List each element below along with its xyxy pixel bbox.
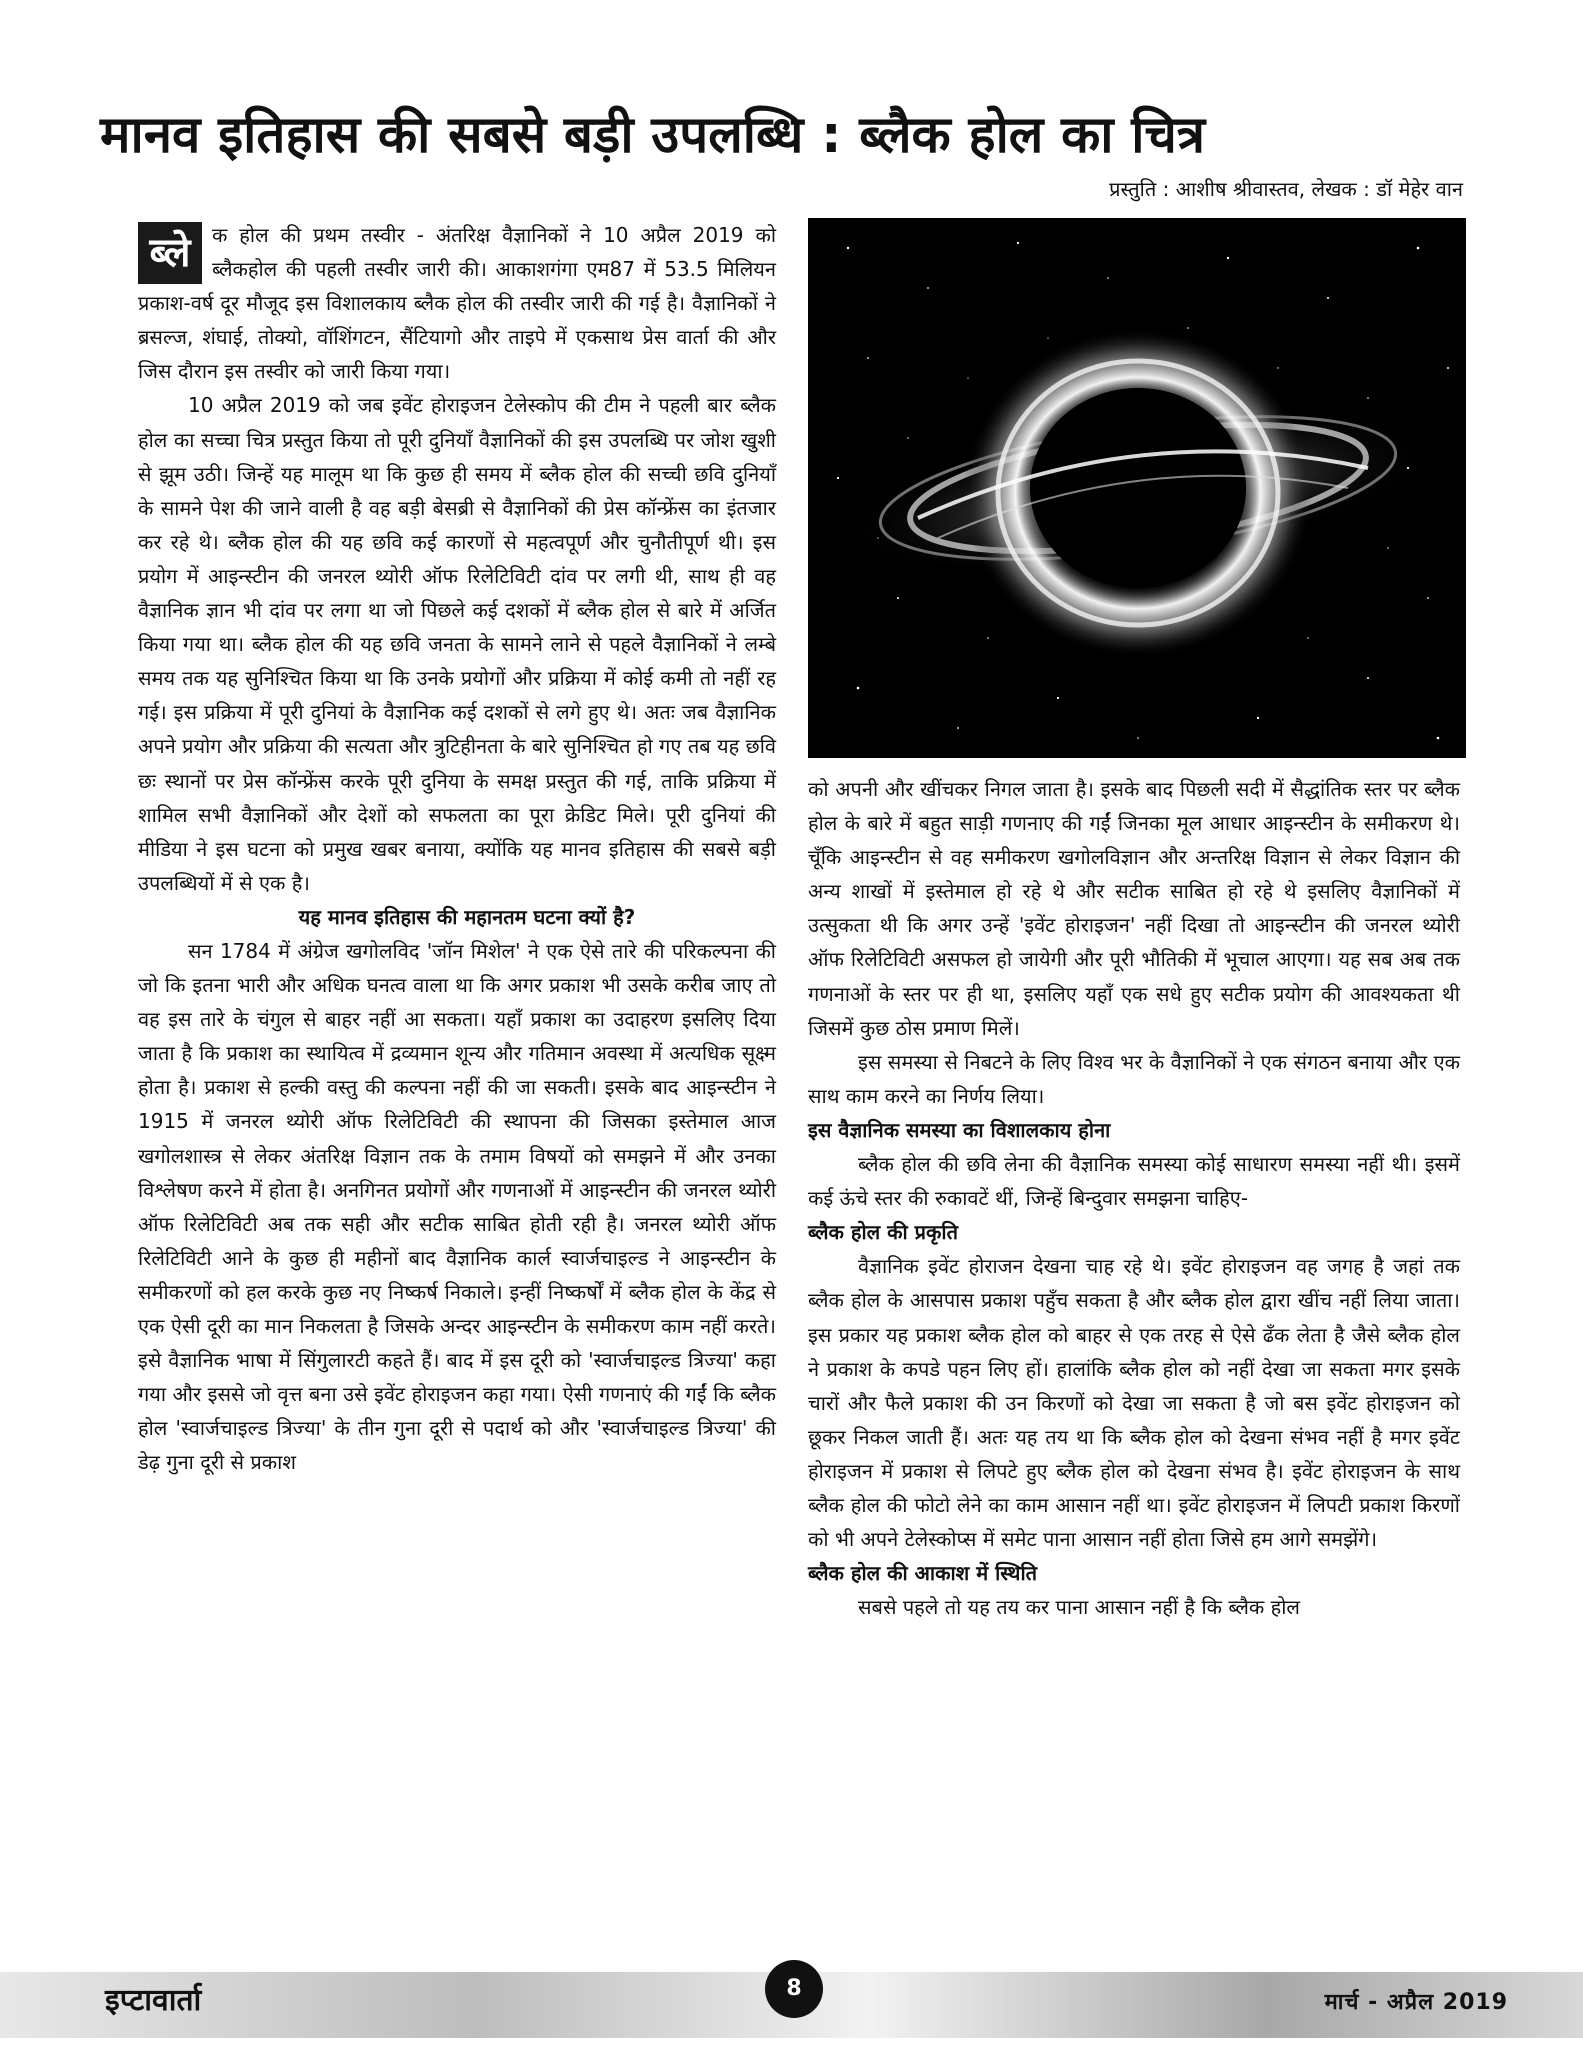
section-heading-position: ब्लैक होल की आकाश में स्थिति	[808, 1561, 1038, 1586]
paragraph-position: सबसे पहले तो यह तय कर पाना आसान नहीं है कि ब्लैक होल	[858, 1595, 1300, 1620]
paragraph-problem: ब्लैक होल की छवि लेना की वैज्ञानिक समस्या कोई साधारण समस्या नहीं थी। इसमें कई ऊंचे स्तर की रुकावटें थीं, जिन्हें बिन्दुवार समझना चाहिए-	[808, 1152, 1460, 1211]
section-heading-nature: ब्लैक होल की प्रकृति	[808, 1220, 958, 1245]
intro-paragraph	[138, 218, 776, 388]
paragraph-continuation: को अपनी और खींचकर निगल जाता है। इसके बाद पिछली सदी में सैद्धांतिक स्तर पर ब्लैक होल के बारे में बहुत साड़ी गणनाए की गईं जिनका मूल आधार आइन्स्टीन के समीकरण थे। चूँकि आइन्स्टीन से वह समीकरण खगोलविज्ञान और अन्तरिक्ष विज्ञान से लेकर विज्ञान की अन्य शाखों में इस्तेमाल हो रहे थे और सटीक साबित हो रहे थे इसलिए वैज्ञानिकों में उत्सुकता थी कि अगर उन्हें 'इवेंट होराइजन' नहीं दिखा तो आइन्स्टीन की जनरल थ्योरी ऑफ रिलेटिविटी असफल हो जायेगी और पूरी भौतिकी में भूचाल आएगा। यह सब अब तक गणनाओं के स्तर पर ही था, इसलिए यहाँ एक सधे हुए सटीक प्रयोग की आवश्यकता थी जिसमें कुछ ठोस प्रमाण मिलें।	[808, 777, 1460, 1040]
paragraph-press-conference: 10 अप्रैल 2019 को जब इवेंट होराइजन टेलेस्कोप की टीम ने पहली बार ब्लैक होल का सच्चा चित्र प्रस्तुत किया तो पूरी दुनियाँ वैज्ञानिकों की इस उपलब्धि पर जोश खुशी से झूम उठी। जिन्हें यह मालूम था कि कुछ ही समय में ब्लैक होल की सच्ची छवि दुनियाँ के सामने पेश की जाने वाली है वह बड़ी बेसब्री से वैज्ञानिकों की प्रेस कॉन्फ्रेंस का इंतजार कर रहे थे। ब्लैक होल की यह छवि कई कारणों से महत्वपूर्ण और चुनौतीपूर्ण थी। इस प्रयोग में आइन्स्टीन की जनरल थ्योरी ऑफ रिलेटिविटी दांव पर लगी थी, साथ ही वह वैज्ञानिक ज्ञान भी दांव पर लगा था जो पिछले कई दशकों में ब्लैक होल से बारे में अर्जित किया गया था। ब्लैक होल की यह छवि जनता के सामने लाने से पहले वैज्ञानिकों ने लम्बे समय तक यह सुनिश्चित किया था कि उनके प्रयोगों और प्रक्रिया में कोई कमी तो नहीं रह गई। इस प्रक्रिया में पूरी दुनियां के वैज्ञानिक कई दशकों से लगे हुए थे। अतः जब वैज्ञानिक अपने प्रयोग और प्रक्रिया की सत्यता और त्रुटिहीनता के बारे सुनिश्चित हो गए तब यह छवि छः स्थानों पर प्रेस कॉन्फ्रेंस करके पूरी दुनिया के समक्ष प्रस्तुत की गई, ताकि प्रक्रिया में शामिल सभी वैज्ञानिकों और देशों को सफलता का पूरा क्रेडिट मिले। पूरी दुनियां की मीडिया ने इस घटना को प्रमुख खबर बनाया, क्योंकि यह मानव इतिहास की सबसे बड़ी उपलब्धियों में से एक है।	[138, 393, 776, 895]
black-hole-image	[808, 218, 1466, 758]
page-footer	[0, 1960, 1583, 2048]
black-hole-illustration	[808, 218, 1466, 758]
article-byline: प्रस्तुति : आशीष श्रीवास्तव, लेखक : डॉ मेहेर वान	[1109, 177, 1463, 201]
paragraph-history: सन 1784 में अंग्रेज खगोलविद 'जॉन मिशेल' ने एक ऐसे तारे की परिकल्पना की जो कि इतना भारी और अधिक घनत्व वाला था कि अगर प्रकाश भी उसके करीब जाए तो वह इस तारे के चंगुल से बाहर नहीं आ सकता। यहाँ प्रकाश का उदाहरण इसलिए दिया जाता है कि प्रकाश का स्थायित्व में द्रव्यमान शून्य और गतिमान अवस्था में अत्यधिक सूक्ष्म होता है। प्रकाश से हल्की वस्तु की कल्पना नहीं की जा सकती। इसके बाद आइन्स्टीन ने 1915 में जनरल थ्योरी ऑफ रिलेटिविटी की स्थापना की जिसका इस्तेमाल आज खगोलशास्त्र से लेकर अंतरिक्ष विज्ञान तक के तमाम विषयों को समझने में और उनका विश्लेषण करने में होता है। अनगिनत प्रयोगों और गणनाओं में आइन्स्टीन की जनरल थ्योरी ऑफ रिलेटिविटी अब तक सही और सटीक साबित होती रही है। जनरल थ्योरी ऑफ रिलेटिविटी आने के कुछ ही महीनों बाद वैज्ञानिक कार्ल स्वार्जचाइल्ड ने आइन्स्टीन के समीकरणों को हल करके कुछ नए निष्कर्ष निकाले। इन्हीं निष्कर्षों में ब्लैक होल के केंद्र से एक ऐसी दूरी का मान निकलता है जिसके अन्दर आइन्स्टीन के समीकरण काम नहीं करते। इसे वैज्ञानिक भाषा में सिंगुलारटी कहते हैं। बाद में इस दूरी को 'स्वार्जचाइल्ड त्रिज्या' कहा गया और इससे जो वृत्त बना उसे इवेंट होराइजन कहा गया। ऐसी गणनाएं की गईं कि ब्लैक होल 'स्वार्जचाइल्ड त्रिज्या' के तीन गुना दूरी से पदार्थ को और 'स्वार्जचाइल्ड त्रिज्या' की डेढ़ गुना दूरी से प्रकाश	[138, 938, 776, 1475]
right-column	[808, 772, 1460, 1624]
issue-date: मार्च - अप्रैल 2019	[1324, 1990, 1508, 2015]
paragraph-nature: वैज्ञानिक इवेंट होराजन देखना चाह रहे थे। इवेंट होराइजन वह जगह है जहां तक ब्लैक होल के आसपास प्रकाश पहुँच सकता है और ब्लैक होल द्वारा खींच नहीं लिया जाता। इस प्रकार यह प्रकाश ब्लैक होल को बाहर से एक तरह से ऐसे ढँक लेता है जैसे ब्लैक होल ने प्रकाश के कपडे पहन लिए हों। हालांकि ब्लैक होल को नहीं देखा जा सकता मगर इसके चारों और फैले प्रकाश की उन किरणों को देखा जा सकता है जो बस इवेंट होराइजन को छूकर निकल जाती हैं। अतः यह तय था कि ब्लैक होल को देखना संभव नहीं है मगर इवेंट होराइजन में प्रकाश से लिपटे हुए ब्लैक होल को देखना संभव है। इवेंट होराइजन के साथ ब्लैक होल की फोटो लेने का काम आसान नहीं था। इवेंट होराइजन में लिपटी प्रकाश किरणों को भी अपने टेलेस्कोप्स में समेट पाना आसान नहीं होता जिसे हम आगे समझेंगे।	[808, 1254, 1460, 1552]
drop-cap: ब्ले	[138, 222, 202, 284]
article-title: मानव इतिहास की सबसे बड़ी उपलब्धि : ब्लैक होल का चित्र	[100, 106, 1205, 165]
intro-text: क होल की प्रथम तस्वीर - अंतरिक्ष वैज्ञानिकों ने 10 अप्रैल 2019 को ब्लैकहोल की पहली तस्वीर जारी की। आकाशगंगा एम87 में 53.5 मिलियन प्रकाश-वर्ष दूर मौजूद इस विशालकाय ब्लैक होल की तस्वीर जारी की गई है। वैज्ञानिकों ने ब्रसल्ज, शंघाई, तोक्यो, वॉशिंगटन, सैंटियागो और ताइपे में एकसाथ प्रेस वार्ता की और जिस दौरान इस तस्वीर को जारी किया गया।	[138, 223, 776, 384]
magazine-logo: इप्टावार्ता	[105, 1983, 202, 2018]
paragraph-organization: इस समस्या से निबटने के लिए विश्व भर के वैज्ञानिकों ने एक संगठन बनाया और एक साथ काम करने का निर्णय लिया।	[808, 1049, 1460, 1108]
left-column	[138, 218, 776, 1479]
section-heading-why-greatest: यह मानव इतिहास की महानतम घटना क्यों है?	[298, 904, 636, 929]
page-number: 8	[765, 1960, 823, 2018]
section-heading-problem-scale: इस वैज्ञानिक समस्या का विशालकाय होना	[808, 1117, 1111, 1142]
